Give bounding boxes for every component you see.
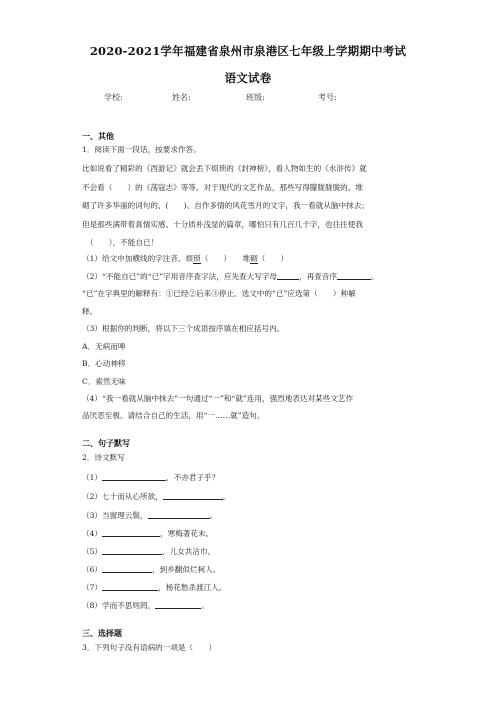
q2-line-7: [82, 582, 418, 593]
q1-sub2-line-2: “已”在字典里的解释有：①已经②后来③停止。选文中的“已”应选第（ ）种解: [82, 289, 356, 298]
q2-line-1-prefix: （1）: [82, 473, 103, 482]
q2-line-7-suffix: ，杨花愁杀渡江人。: [158, 583, 227, 592]
exam-title: 2020-2021学年福建省泉州市泉港区七年级上学期期中考试: [89, 44, 407, 58]
q2-blank-4[interactable]: [102, 528, 160, 537]
q2-line-6: [82, 564, 418, 575]
q1-passage-line-3: 砌了许多华丽的词句的、( )、自作多情的风花雪月的文字，我一看就从脑中抹去；: [82, 201, 369, 210]
q2-blank-3[interactable]: [148, 510, 210, 519]
q2-blank-1[interactable]: [102, 472, 166, 481]
school-label: 学校:: [104, 93, 123, 102]
number-label: 考号:: [318, 93, 337, 102]
q2-blank-7[interactable]: [102, 582, 158, 591]
q2-line-5-prefix: （5）: [82, 547, 103, 556]
q2-line-8-prefix: （8）学而不思则罔，: [82, 601, 156, 610]
q1-sub2-text-a: （2）“不能自已”的“已”字用音序查字法，应先查大写字母: [82, 272, 278, 281]
q1-passage-line-2: 不会看（ ）的《荡寇志》等等。对于现代的文艺作品，那些写得朦胧胧胧的、堆: [82, 183, 363, 192]
q2-line-4-suffix: ，寒梅著花未。: [160, 529, 214, 538]
q1-option-c: C．索然无味: [82, 377, 126, 386]
q2-line-2: [82, 491, 418, 502]
section-heading-2: 二、句子默写: [82, 439, 130, 448]
q2-line-6-suffix: ，到乡翻似烂柯人。: [152, 565, 221, 574]
q1-sub2-line-3: 释。: [82, 307, 98, 316]
q1-sub1: [82, 254, 418, 264]
q2-line-5-suffix: ，儿女共沾巾。: [162, 547, 216, 556]
q1-sub1-word-2: 砌: [250, 254, 258, 263]
q2-line-3-prefix: （3）当窗理云鬓，: [82, 511, 148, 520]
q2-line-6-prefix: （6）: [82, 565, 103, 574]
q2-blank-8[interactable]: [155, 600, 201, 609]
exam-subtitle: 语文试卷: [224, 71, 272, 85]
q1-sub1-text-c: （ ）: [257, 254, 289, 263]
q2-line-8: [82, 600, 418, 611]
q2-line-1: [82, 472, 418, 483]
q2-line-5: [82, 546, 418, 557]
q1-passage-line-4: 但是那些满带着真情实感、十分质朴浅显的篇章，哪怕只有几百几千字，也往往使我: [82, 220, 363, 229]
q1-sub4-line-2: 品厌恶至极。请结合自己的生活，用“一……就”造句。: [82, 411, 265, 420]
q1-passage-line-1: 比如说看了精彩的《西游记》就会丢下烦琐的《封神榜》，看人物如生的《水浒传》就: [82, 164, 367, 173]
q1-sub1-text-b: （ ） 堆: [200, 254, 251, 263]
q2-line-8-suffix: 。: [201, 601, 209, 610]
q1-sub2: [82, 271, 418, 282]
q1-sub1-text-a: （1）给文中加横线的字注音。烦: [82, 254, 194, 263]
q1-sub1-word-1: 琐: [193, 254, 201, 263]
q2-blank-5[interactable]: [102, 546, 162, 555]
q1-option-a: A．无病而呻: [82, 342, 126, 351]
q2-line-2-suffix: 。: [222, 492, 231, 501]
q1-sub4-line-1: （4）“我一看就从脑中抹去”一句通过“一”和“就”连用，强烈地表达对某些文艺作: [82, 394, 354, 403]
q2-line-3: [82, 510, 418, 521]
q1-option-b: B．心动神移: [82, 359, 126, 368]
q2-line-2-prefix: （2）七十而从心所欲，: [82, 492, 163, 501]
q1-sub2-blank-2[interactable]: [337, 271, 371, 280]
q1-sub3: （3）根据你的判断，将以下三个成语按序填在相应括号内。: [82, 324, 285, 333]
q2-line-4: [82, 528, 418, 539]
q1-sub2-text-b: ，再查音序: [299, 272, 337, 281]
q2-line-3-suffix: 。: [209, 511, 218, 520]
q2-blank-6[interactable]: [102, 564, 152, 573]
q1-sub2-blank-1[interactable]: [277, 271, 299, 280]
q1-passage-line-5: （ ），不能自已！: [86, 238, 159, 247]
q1-sub2-text-c: 。: [370, 272, 379, 281]
section-heading-1: 一、其他: [82, 132, 114, 141]
class-label: 班级:: [246, 93, 265, 102]
name-label: 姓名:: [172, 93, 191, 102]
section-heading-3: 三、选择题: [82, 629, 122, 638]
q2-stem: 2．诗文默写: [82, 453, 125, 462]
q2-line-1-suffix: ，不亦君子乎？: [166, 473, 220, 482]
q2-line-4-prefix: （4）: [82, 529, 103, 538]
q2-blank-2[interactable]: [163, 491, 223, 500]
q3-stem: 3．下列句子没有语病的一项是（ ）: [82, 643, 216, 652]
q2-line-7-prefix: （7）: [82, 583, 103, 592]
q1-stem: 1．阅读下面一段话，按要求作答。: [82, 145, 201, 154]
